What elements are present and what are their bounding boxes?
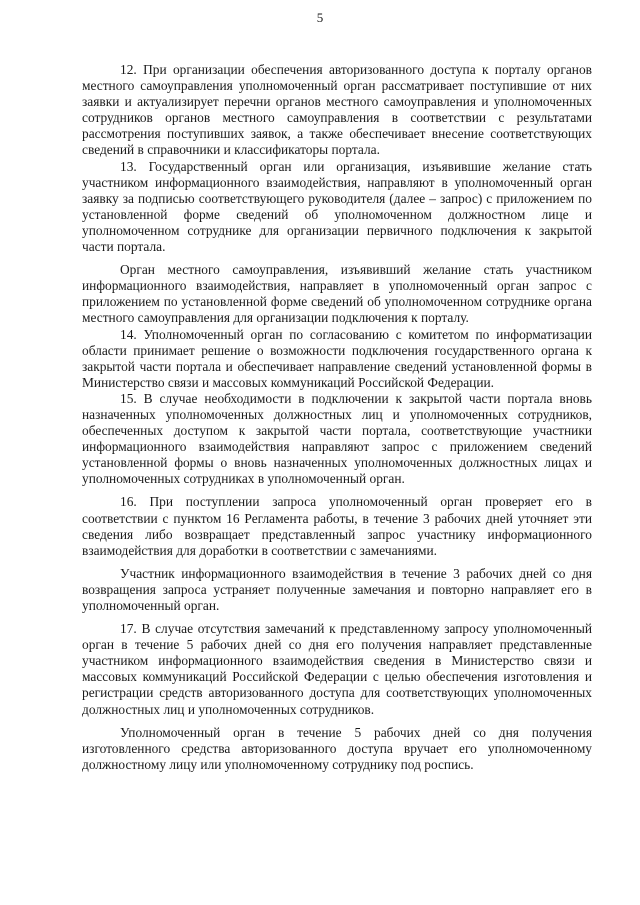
page-number: 5	[316, 10, 324, 25]
document-body	[82, 62, 592, 773]
paragraph-13: 13. Государственный орган или организация, изъявившие желание стать участником информационного взаимодействия, направляют в уполномоченный орган заявку за подписью соответствующего руководителя (далее – запрос) с приложением по установленной форме сведений об уполномоченном должностном лице и уполномоченном сотруднике для организации первичного подключения к закрытой части портала.	[82, 158, 592, 255]
paragraph-15: 15. В случае необходимости в подключении к закрытой части портала вновь назначенных уполномоченных должностных лиц и уполномоченных сотрудников, обеспеченных доступом к закрытой части портала, соответствующие участники информационного взаимодействия направляют запрос с приложением сведений установленной формы о вновь назначенных уполномоченных должностных лицах и уполномоченных сотрудниках в уполномоченный орган.	[82, 390, 592, 487]
paragraph-17: 17. В случае отсутствия замечаний к представленному запросу уполномоченный орган в течение 5 рабочих дней со дня его получения направляет представленные участником информационного взаимодействия сведения в Министерство связи и массовых коммуникаций Российской Федерации с целью обеспечения изготовления и регистрации средств авторизованного доступа для соответствующих уполномоченных должностных лиц и уполномоченных сотрудников.	[82, 621, 592, 717]
paragraph-13-local-government: Орган местного самоуправления, изъявивший желание стать участником информационного взаимодействия, направляет в уполномоченный орган запрос с приложением по установленной форме сведений об уполномоченном сотруднике органа местного самоуправления для организации подключения к порталу.	[82, 262, 592, 326]
paragraph-16-participant: Участник информационного взаимодействия в течение 3 рабочих дней со дня возвращения запроса устраняет полученные замечания и повторно направляет его в уполномоченный орган.	[82, 565, 592, 613]
paragraph-14: 14. Уполномоченный орган по согласованию с комитетом по информатизации области принимает решение о возможности подключения государственного органа к закрытой части портала и обеспечивает направление сведений установленной формы в Министерство связи и массовых коммуникаций Российской Федерации.	[82, 326, 592, 390]
paragraph-17-delivery: Уполномоченный орган в течение 5 рабочих дней со дня получения изготовленного средства авторизованного доступа вручает его уполномоченному должностному лицу или уполномоченному сотруднику под роспись.	[82, 724, 592, 772]
paragraph-16: 16. При поступлении запроса уполномоченный орган проверяет его в соответствии с пунктом 16 Регламента работы, в течение 3 рабочих дней уточняет эти сведения либо возвращает представленный запрос участнику информационного взаимодействия для доработки в соответствии с замечаниями.	[82, 494, 592, 558]
paragraph-12: 12. При организации обеспечения авторизованного доступа к порталу органов местного самоуправления уполномоченный орган рассматривает поступившие от них заявки и актуализирует перечни органов местного самоуправления и уполномоченных сотрудников органов местного самоуправления в соответствии с результатами рассмотрения поступивших заявок, а также обеспечивает внесение соответствующих сведений в справочники и классификаторы портала.	[82, 62, 592, 158]
